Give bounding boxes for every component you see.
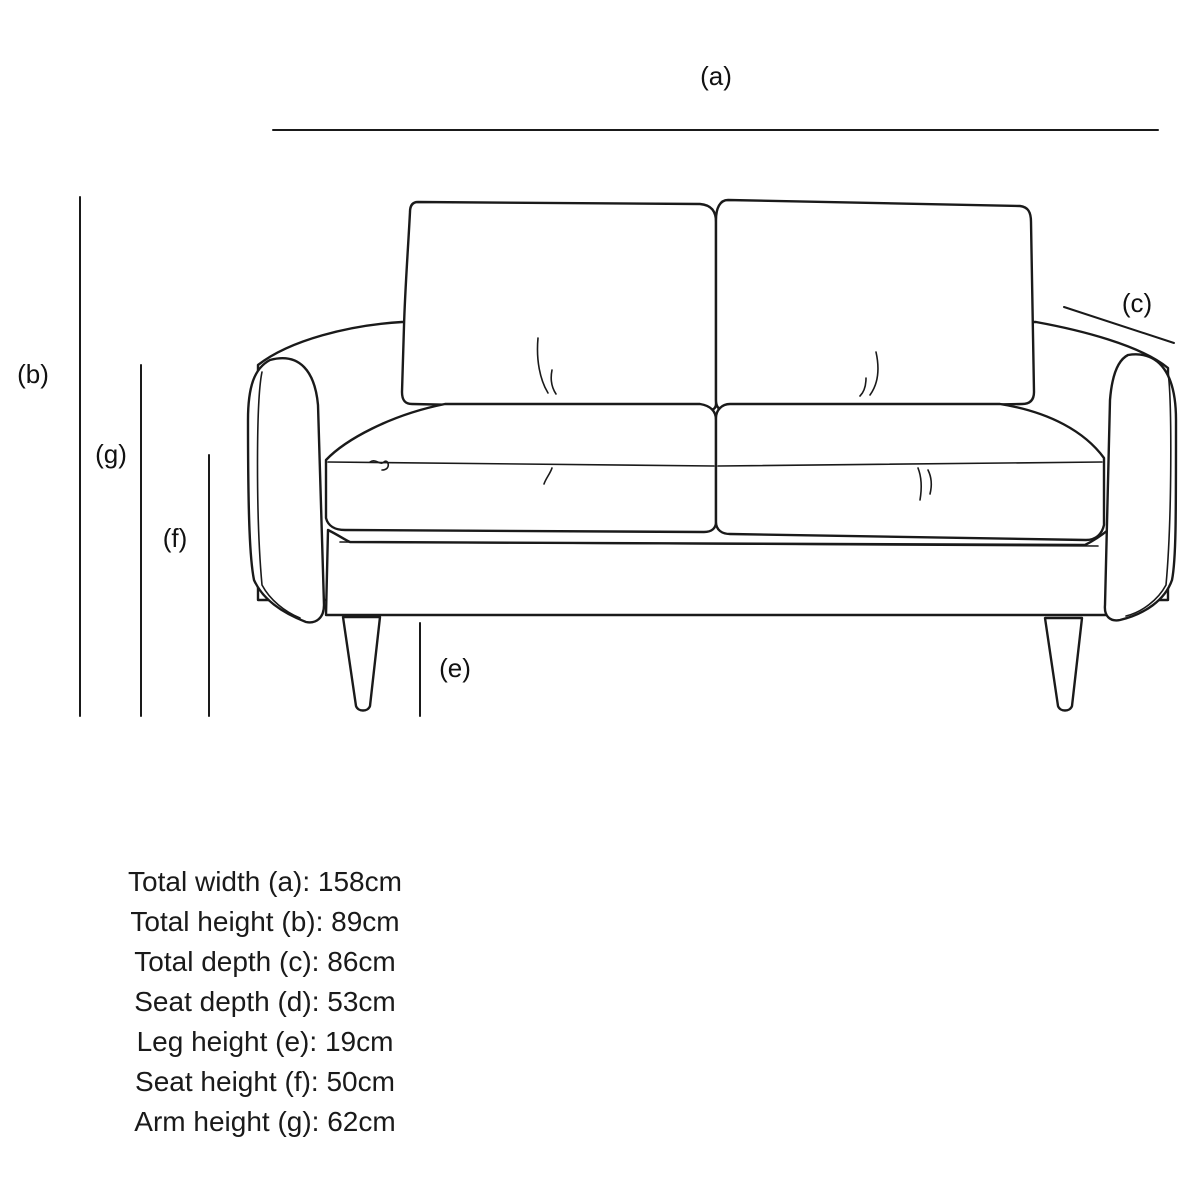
back-cushion-right [716, 200, 1034, 410]
spec-total-depth: Total depth (c): 86cm [134, 946, 396, 977]
label-c: (c) [1121, 288, 1153, 318]
spec-total-width: Total width (a): 158cm [128, 866, 402, 897]
label-b: (b) [17, 359, 49, 389]
back-cushion-left [402, 202, 716, 411]
seat-cushion-left [326, 404, 716, 532]
arm-right [1105, 354, 1176, 620]
label-e: (e) [439, 653, 471, 683]
spec-leg-height: Leg height (e): 19cm [136, 1026, 394, 1057]
leg-left [343, 617, 380, 711]
sofa-drawing [248, 200, 1176, 711]
spec-arm-height: Arm height (g): 62cm [134, 1106, 396, 1137]
label-g: (g) [95, 439, 127, 469]
label-a: (a) [700, 61, 732, 91]
specifications-list [80, 862, 450, 1142]
label-f: (f) [162, 523, 188, 553]
spec-seat-depth: Seat depth (d): 53cm [134, 986, 396, 1017]
seat-cushion-right [716, 404, 1104, 540]
spec-total-height: Total height (b): 89cm [130, 906, 400, 937]
leg-right [1045, 618, 1082, 711]
spec-seat-height: Seat height (f): 50cm [135, 1066, 395, 1097]
